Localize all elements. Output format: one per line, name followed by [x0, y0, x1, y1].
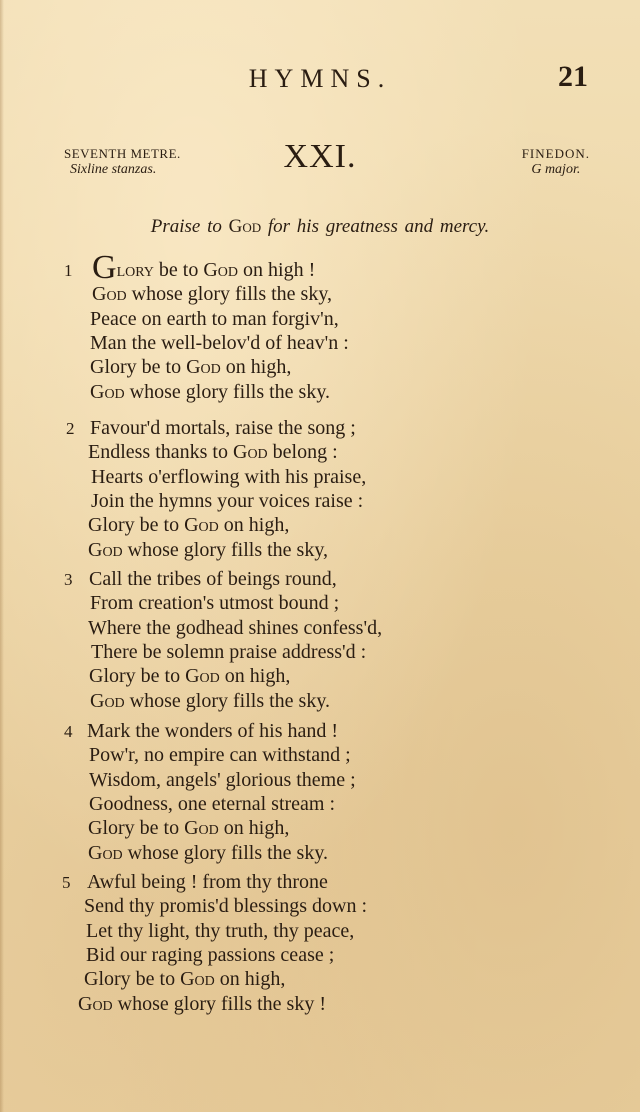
verse-line: Where the godhead shines confess'd, — [88, 616, 383, 639]
verse-line: Man the well-belov'd of heav'n : — [90, 331, 349, 354]
divine-name-small-caps: God — [88, 538, 123, 561]
verse-line: God whose glory fills the sky, — [92, 283, 333, 306]
verse-line: Join the hymns your voices raise : — [91, 489, 364, 512]
divine-name-small-caps: God — [90, 380, 125, 403]
hymn-title — [0, 216, 640, 238]
divine-name-small-caps: God — [184, 514, 219, 537]
stanza-4 — [0, 719, 640, 865]
divine-name-small-caps: God — [185, 665, 220, 688]
tune-key: G major. — [531, 162, 581, 177]
stanza-3 — [0, 567, 640, 713]
divine-name-small-caps: God — [203, 259, 239, 281]
divine-name-small-caps: God — [88, 841, 123, 864]
verse-line: Goodness, one eternal stream : — [89, 792, 336, 815]
verse-line: Let thy light, thy truth, thy peace, — [86, 919, 355, 942]
stanza-number: 5 — [62, 873, 71, 892]
verse-line: Glory be to God on high, — [88, 514, 290, 537]
verse-line: Bid our raging passions cease ; — [86, 943, 335, 966]
verse-line: Call the tribes of beings round, — [89, 568, 337, 590]
hymn-title-part: for his greatness and mercy. — [261, 216, 490, 237]
verse-line: Send thy promis'd blessings down : — [84, 895, 368, 918]
verse-line: Glory be to God on high, — [88, 817, 290, 840]
stanza-5 — [0, 870, 640, 1016]
stanza-form-label: Sixline stanzas. — [70, 162, 157, 177]
opening-word-small-caps: lory — [116, 259, 154, 281]
stanza-number: 4 — [64, 722, 73, 741]
divine-name-small-caps: God — [186, 356, 221, 379]
verse-line: Awful being ! from thy throne — [87, 871, 328, 893]
verse-line: God whose glory fills the sky ! — [78, 992, 326, 1015]
divine-name-small-caps: God — [184, 817, 219, 840]
running-title: HYMNS. — [248, 64, 392, 93]
stanza-number: 3 — [64, 570, 73, 589]
stanza-number: 2 — [66, 419, 75, 438]
verse-line: Peace on earth to man forgiv'n, — [90, 307, 339, 330]
verse-line: God whose glory fills the sky. — [90, 380, 331, 403]
stanza-number: 1 — [64, 261, 73, 280]
verse-line: Glory be to God on high, — [89, 665, 291, 688]
verse-line: God whose glory fills the sky. — [88, 841, 329, 864]
verse-line: God whose glory fills the sky, — [88, 538, 329, 561]
verse-line: Glory be to God on high, — [90, 356, 292, 379]
verse-line: From creation's utmost bound ; — [90, 592, 340, 615]
verse-line: Glory be to God on high ! — [92, 249, 316, 286]
verse-line: Hearts o'erflowing with his praise, — [91, 465, 367, 488]
metre-label: SEVENTH METRE. — [64, 146, 181, 161]
verse-line: Mark the wonders of his hand ! — [87, 720, 339, 742]
divine-name-small-caps: God — [233, 441, 268, 464]
divine-name-small-caps: God — [180, 968, 215, 991]
hymn-title-part: Praise to — [150, 216, 229, 237]
page-number: 21 — [558, 60, 588, 93]
verse-line: Wisdom, angels' glorious theme ; — [89, 768, 356, 791]
verse-line: Pow'r, no empire can withstand ; — [89, 744, 351, 767]
verse-line: God whose glory fills the sky. — [90, 689, 331, 712]
drop-cap: G — [92, 249, 117, 286]
verse-line: Endless thanks to God belong : — [88, 441, 338, 464]
tune-name: FINEDON. — [521, 146, 590, 161]
hymn-title-part: God — [228, 216, 262, 237]
verse-line: Favour'd mortals, raise the song ; — [90, 417, 356, 439]
verse-line: There be solemn praise address'd : — [91, 640, 367, 663]
stanza-2 — [0, 416, 640, 562]
verse-line: Glory be to God on high, — [84, 968, 286, 991]
divine-name-small-caps: God — [90, 689, 125, 712]
divine-name-small-caps: God — [78, 992, 113, 1015]
stanza-1 — [0, 249, 640, 404]
tune-info — [522, 146, 590, 178]
hymn-number: XXI. — [283, 138, 357, 175]
divine-name-small-caps: God — [92, 283, 127, 306]
